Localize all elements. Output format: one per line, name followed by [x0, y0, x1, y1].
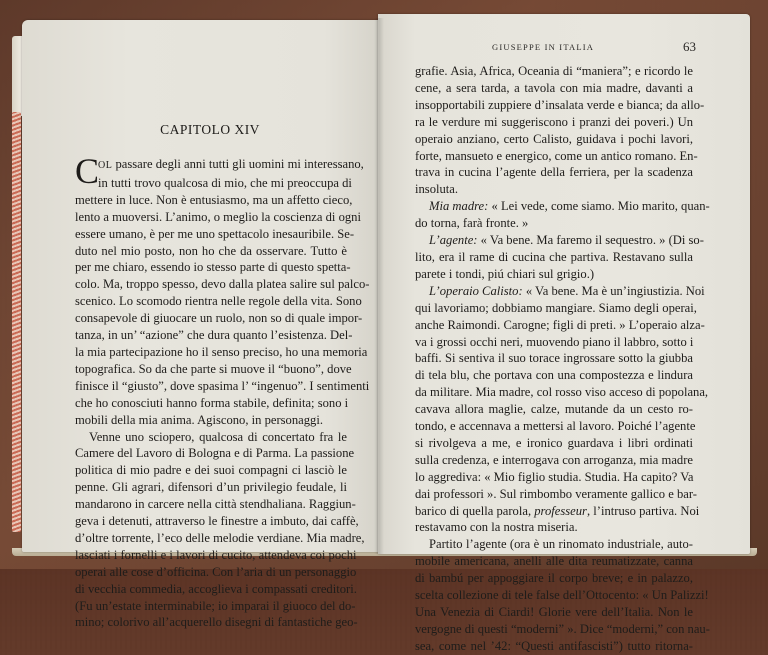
text-line: finisce il “giusto”, dove spasima l’ “ingenuo”. I sentimenti [75, 378, 370, 393]
text-line: lasciati i fornelli e i lavori di cucito, attendeva coi pochi [75, 547, 357, 562]
text-line: tanza, in un’ “azione” che dura quanto l’esistenza. Del- [75, 328, 353, 343]
text-line: insoluta. [415, 182, 459, 197]
text-line: di tela blu, che portava con una compostezza e lindura [415, 368, 693, 383]
italic-word: professeur [534, 503, 587, 518]
dialogue-line: L’agente: « Va bene. Ma faremo il sequestro. » (Di so- [429, 233, 704, 248]
text-line: mobile americana, anelli alle dita reumatizzate, canna [415, 554, 693, 569]
text-line: topografica. So da che parte si muove il “buono”, dove [75, 361, 352, 376]
drop-cap: C [75, 151, 100, 191]
speaker-label: L’operaio Calisto: [429, 283, 523, 298]
text-line: Partito l’agente (ora è un rinomato industriale, auto- [429, 537, 693, 552]
text-line: d’oltre torrente, l’eco delle melodie verdiane. Mia madre, [75, 530, 365, 545]
text-line: operaio anziano, certo Calisto, guidava i pochi lavori, [415, 131, 693, 146]
text-line: di vecchia commedia, accoglieva i compassati creditori. [75, 581, 357, 596]
text-line: cavava allora maglie, calze, mutande da un cesto ro- [415, 402, 693, 417]
text-line: Camere del Lavoro di Bologna e di Parma. La passione [75, 446, 355, 461]
text-line: sea, come nel ’42: “Questi antifascisti”) tutto ritorna- [415, 638, 693, 653]
text-line: operai alle cose d’officina. Con l’aria di un personaggio [75, 564, 357, 579]
text-line: lito, era il rame di cucina che partiva. Restavano sulla [415, 249, 693, 264]
text-line: grafie. Asia, Africa, Oceania di “maniera”; e ricordo le [415, 64, 693, 78]
text-line: dai professori ». Sul rimbombo veramente gallico e bar- [415, 486, 697, 501]
text-line: parete i tondi, piú chiari sul grigio.) [415, 266, 595, 281]
text-line: do torna, farà fronte. » [415, 216, 529, 231]
text-line: scenico. Lo scomodo rientra nelle regole della vita. Sono [75, 294, 362, 309]
running-head: GIUSEPPE IN ITALIA [492, 42, 595, 52]
book-gutter [374, 18, 384, 554]
text-line: baffi. Si sentiva il suo torace ingrossare sotto la giubba [415, 351, 693, 366]
left-page-text [75, 151, 370, 631]
text-line: anche Raimondi. Carogne; figli di preti. » L’operaio alza- [415, 317, 705, 332]
text-line: OL passare degli anni tutti gli uomini mi interessano, [98, 157, 364, 171]
text-line: lento a muoversi. L’animo, o meglio la coscienza di ogni [75, 209, 361, 224]
text-line: che ho conosciuti hanno forma stabile, definita; sono i [75, 395, 349, 410]
text-line: la mia partecipazione ho il senso preciso, ho una memoria [75, 344, 368, 359]
text-line: forte, mansueto e energico, come un antico romano. En- [415, 148, 698, 163]
book-cover-edge [12, 36, 22, 116]
book-cover-spine [12, 112, 21, 532]
text-line: cene, a sera tarda, a tavola con mia madre, davanti a [415, 80, 693, 95]
text-line: restavamo con la nostra miseria. [415, 520, 578, 535]
text-line: va i grossi occhi neri, muovendo piano il labbro, sotto i [415, 334, 694, 349]
text-line: mino; colorivo all’acquerello disegni di fantastiche geo- [75, 615, 358, 630]
text-line: mobili della mia anima. Agiscono, in personaggi. [75, 412, 323, 427]
text-line: politica di mio padre e dei suoi compagni ci lasciò le [75, 463, 347, 478]
text-line: barico di quella parola, professeur, l’intruso partiva. Noi [415, 503, 700, 518]
text-line: ra le verdure mi suggeriscono i pranzi dei poveri.) Un [415, 114, 693, 129]
text-line: consapevole di giuocare un ruolo, non so di quale impor- [75, 311, 363, 326]
text-line: sulla credenza, e interrogava con arroganza, mia madre [415, 452, 693, 467]
speaker-label: Mia madre: [429, 199, 489, 214]
text-line: colo. Ma, troppo spesso, devo dalla platea salire sul palco- [75, 277, 370, 292]
text-line: lo aggrediva: « Mio figlio studia. Studia. Ha capito? Va [415, 469, 694, 484]
text-line: essere umano, è per me uno spettacolo inesauribile. Se- [75, 226, 355, 241]
text-line: si rivolgeva a me, e ironico guardava i libri ordinati [415, 435, 693, 450]
text-line: da militare. Mia madre, col rosso viso acceso di popolana, [415, 385, 709, 400]
right-page-text [415, 63, 710, 655]
text-line: qui lavoriamo; dobbiamo mangiare. Siamo degli operai, [415, 300, 697, 315]
text-line: mandarono in carcere nella città stendhaliana. Raggiun- [75, 497, 356, 512]
text-line: Una Venezia di Ciardi! Glorie vere dell’Italia. Non le [415, 605, 693, 619]
text-line: (Fu un’estate interminabile; io imparai il giuoco del do- [75, 598, 356, 613]
text-line: tondo, e accennava a mettersi al lavoro. Poiché l’agente [415, 419, 696, 434]
text-line: per me chiaro, essendo io stesso parte di questo spetta- [75, 260, 351, 275]
text-line: scelta collezione di tele false dell’Ottocento: « Un Palizzi! [415, 588, 709, 603]
text-line: geva i detenuti, attraverso le finestre a imbuto, dai caffè, [75, 514, 359, 529]
text-line: mettere in luce. Non è entusiasmo, ma un affetto cieco, [75, 192, 353, 207]
page-number: 63 [683, 39, 696, 54]
text-line: Venne uno sciopero, qualcosa di concertato fra le [89, 429, 347, 444]
text-line: trava in cucina l’agente della ferriera, per la scadenza [415, 165, 693, 180]
text-line: in tutti trovo qualcosa di mio, che mi preoccupa di [98, 175, 352, 190]
dialogue-line: L’operaio Calisto: « Va bene. Ma è un’ingiustizia. Noi [429, 283, 705, 298]
text-line: vergogne di questi “moderni” ». Dice “moderni,” con nau- [415, 621, 710, 636]
text-line: insopportabili zuppiere d’insalata verde e bianca; da allo- [415, 97, 705, 112]
text-line: penne. Gli agrari, difensori d’un privilegio feudale, li [75, 480, 347, 495]
text-line: di bambú per appoggiare il corpo breve; e in palazzo, [415, 571, 693, 586]
chapter-title: CAPITOLO XIV [160, 122, 260, 137]
speaker-label: L’agente: [429, 233, 478, 248]
dialogue-line: Mia madre: « Lei vede, come siamo. Mio marito, quan- [429, 199, 710, 214]
text-line: duto nel mio posto, non ho che da osservare. Tutto è [75, 243, 347, 258]
